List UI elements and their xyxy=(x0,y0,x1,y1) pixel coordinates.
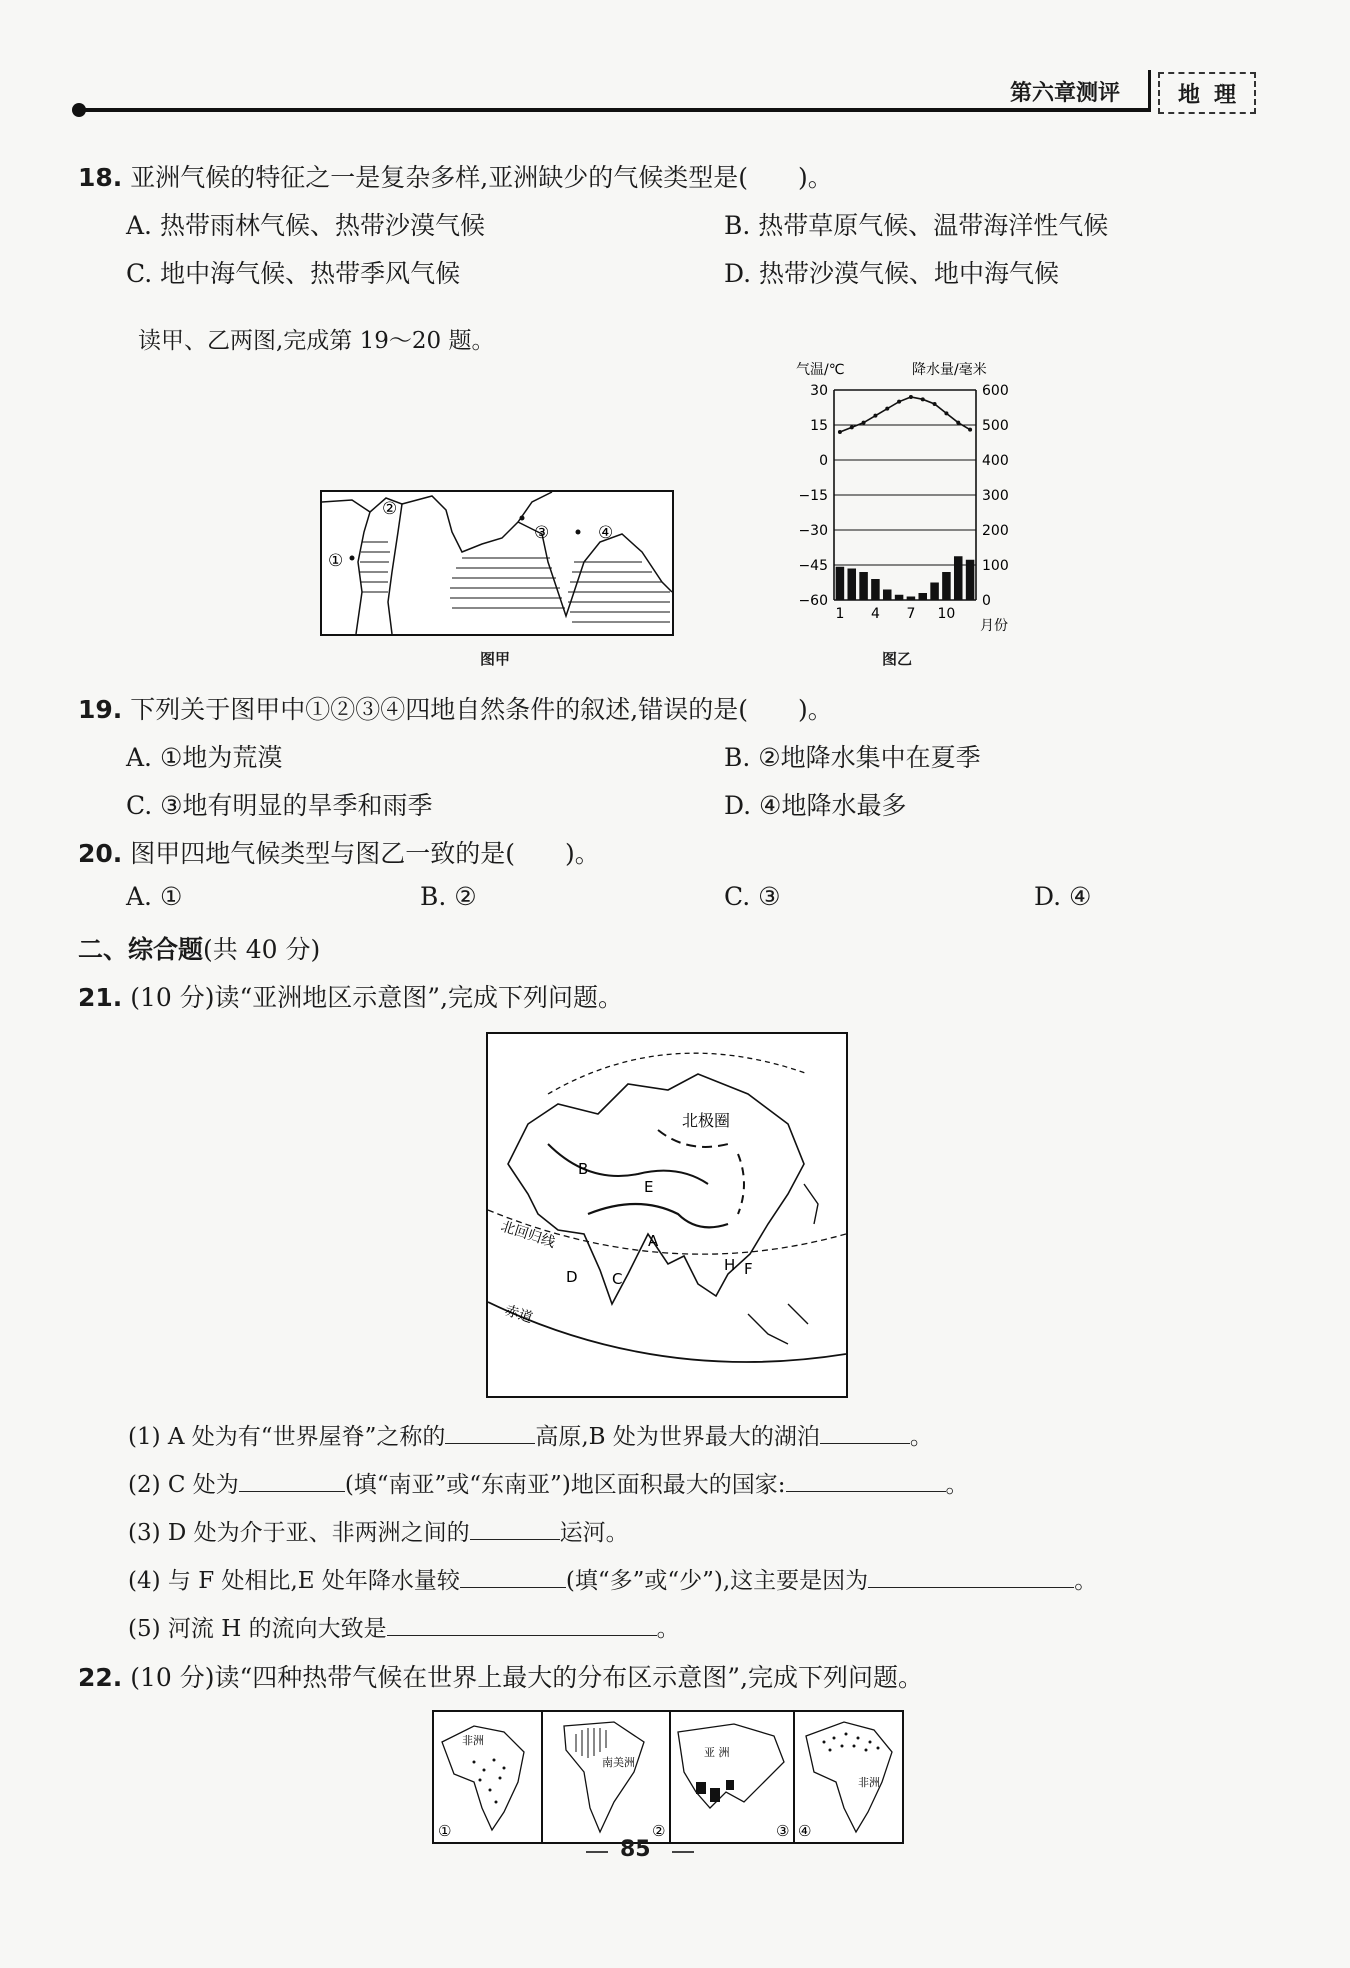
question-text: (10 分)读“四种热带气候在世界上最大的分布区示意图”,完成下列问题。 xyxy=(130,1663,924,1692)
temperature-point xyxy=(944,411,948,415)
figure-jia-caption: 图甲 xyxy=(480,650,511,668)
precip-bar xyxy=(859,572,868,600)
temp-tick-label: −45 xyxy=(798,558,828,574)
precip-bar xyxy=(883,590,892,601)
page-number: 85 xyxy=(620,1837,651,1862)
q20-option-b: B. ② xyxy=(420,882,477,911)
blank[interactable] xyxy=(239,1490,345,1492)
q18-option-d: D. 热带沙漠气候、地中海气候 xyxy=(724,259,1060,288)
header-rule xyxy=(78,108,1148,112)
climate-chart xyxy=(790,360,1030,640)
panel-1-mark: ① xyxy=(438,1822,452,1840)
question-number: 20. xyxy=(78,839,123,868)
blank[interactable] xyxy=(868,1586,1074,1588)
q21-3-part2: 运河。 xyxy=(559,1520,629,1546)
precip-bar xyxy=(871,579,880,600)
x-tick-label: 7 xyxy=(906,606,916,622)
chart-ticks xyxy=(798,383,1008,622)
precip-tick-label: 0 xyxy=(982,593,991,609)
q19-option-c: C. ③地有明显的旱季和雨季 xyxy=(126,791,433,820)
figure-jia-svg xyxy=(322,492,672,634)
blank[interactable] xyxy=(387,1634,657,1636)
blank[interactable] xyxy=(820,1442,910,1444)
q20-option-a: A. ① xyxy=(126,882,183,911)
tropical-climate-panels xyxy=(432,1710,904,1844)
q20-option-d: D. ④ xyxy=(1034,882,1092,911)
q18-option-b: B. 热带草原气候、温带海洋性气候 xyxy=(724,211,1109,240)
q21-1-part1: (1) A 处为有“世界屋脊”之称的 xyxy=(128,1424,446,1450)
question-number: 22. xyxy=(78,1663,123,1692)
q21-sub-2 xyxy=(128,1466,969,1499)
precipitation-bars xyxy=(836,556,975,600)
y-left-label: 气温/℃ xyxy=(796,362,845,378)
label-a: A xyxy=(648,1232,659,1250)
precip-tick-label: 300 xyxy=(982,488,1009,504)
label-equator: 赤道 xyxy=(502,1302,535,1327)
question-18 xyxy=(78,158,833,194)
temperature-polyline xyxy=(840,397,970,432)
temp-tick-label: 15 xyxy=(810,418,828,434)
q21-2-part2: (填“南亚”或“东南亚”)地区面积最大的国家: xyxy=(344,1472,786,1498)
marker-1: ① xyxy=(328,551,344,571)
asia-map-svg xyxy=(488,1034,846,1396)
precip-bar xyxy=(954,556,963,600)
x-tick-label: 4 xyxy=(870,606,880,622)
blank[interactable] xyxy=(460,1586,566,1588)
question-text: (10 分)读“亚洲地区示意图”,完成下列问题。 xyxy=(130,983,624,1012)
subject-badge xyxy=(1158,72,1256,114)
precip-bar xyxy=(847,569,856,601)
temperature-point xyxy=(850,425,854,429)
precip-bar xyxy=(966,560,975,600)
temp-tick-label: 30 xyxy=(810,383,828,399)
label-b: B xyxy=(578,1160,589,1178)
q21-3-part1: (3) D 处为介于亚、非两洲之间的 xyxy=(128,1520,470,1546)
temperature-point xyxy=(838,430,842,434)
q21-sub-3 xyxy=(128,1514,629,1547)
page-number-dash-right xyxy=(672,1851,694,1853)
figure-yi-caption: 图乙 xyxy=(882,650,913,668)
q18-option-a: A. 热带雨林气候、热带沙漠气候 xyxy=(126,211,485,240)
q21-4-part1: (4) 与 F 处相比,E 处年降水量较 xyxy=(128,1568,460,1594)
label-e: E xyxy=(644,1178,654,1196)
q19-option-d: D. ④地降水最多 xyxy=(724,791,907,820)
question-22 xyxy=(78,1658,923,1694)
subject-char-1: 地 xyxy=(1177,82,1200,108)
temperature-point xyxy=(873,414,877,418)
q19-option-a: A. ①地为荒漠 xyxy=(126,743,283,772)
figure-jia-map xyxy=(320,490,674,636)
panel-3-mark: ③ xyxy=(776,1822,790,1840)
temp-tick-label: −30 xyxy=(798,523,828,539)
label-tropic: 北回归线 xyxy=(498,1218,557,1252)
panel-4-label: 非洲 xyxy=(858,1776,880,1789)
question-21 xyxy=(78,978,623,1014)
q21-sub-5 xyxy=(128,1610,680,1643)
precip-bar xyxy=(930,583,939,601)
question-text: 下列关于图甲中①②③④四地自然条件的叙述,错误的是( )。 xyxy=(130,695,833,724)
x-axis-label: 月份 xyxy=(980,618,1008,634)
panel-2-mark: ② xyxy=(652,1822,666,1840)
temperature-point xyxy=(968,428,972,432)
q21-2-part1: (2) C 处为 xyxy=(128,1472,239,1498)
label-c: C xyxy=(612,1270,623,1288)
precip-bar xyxy=(836,567,845,600)
precip-tick-label: 400 xyxy=(982,453,1009,469)
temperature-point xyxy=(933,402,937,406)
q21-sub-1 xyxy=(128,1418,933,1451)
section-note: (共 40 分) xyxy=(203,935,321,964)
x-tick-label: 10 xyxy=(937,606,956,622)
panel-4-mark: ④ xyxy=(798,1822,812,1840)
blank[interactable] xyxy=(445,1442,535,1444)
question-text: 图甲四地气候类型与图乙一致的是( )。 xyxy=(130,839,600,868)
q21-1-part2: 高原,B 处为世界最大的湖泊 xyxy=(535,1424,820,1450)
temperature-point xyxy=(897,400,901,404)
precip-tick-label: 100 xyxy=(982,558,1009,574)
q21-sub-4 xyxy=(128,1562,1097,1595)
section-2-heading xyxy=(78,930,320,966)
question-number: 18. xyxy=(78,163,123,192)
subject-char-2: 理 xyxy=(1214,82,1237,108)
marker-4: ④ xyxy=(598,523,614,543)
instruction-19-20: 读甲、乙两图,完成第 19～20 题。 xyxy=(138,328,495,354)
q21-5-part2: 。 xyxy=(656,1616,680,1642)
temperature-line xyxy=(838,395,972,434)
question-text: 亚洲气候的特征之一是复杂多样,亚洲缺少的气候类型是( )。 xyxy=(130,163,833,192)
temp-tick-label: 0 xyxy=(819,453,828,469)
blank[interactable] xyxy=(470,1538,560,1540)
q21-4-part3: 。 xyxy=(1074,1568,1098,1594)
temperature-point xyxy=(956,421,960,425)
temp-tick-label: −15 xyxy=(798,488,828,504)
q19-option-b: B. ②地降水集中在夏季 xyxy=(724,743,981,772)
blank[interactable] xyxy=(786,1490,946,1492)
label-h: H xyxy=(724,1256,736,1274)
header-divider xyxy=(1148,70,1151,112)
marker-3: ③ xyxy=(534,523,550,543)
chapter-title: 第六章测评 xyxy=(1010,81,1121,106)
temperature-point xyxy=(921,397,925,401)
precip-tick-label: 600 xyxy=(982,383,1009,399)
question-number: 21. xyxy=(78,983,123,1012)
x-tick-label: 1 xyxy=(835,606,845,622)
asia-map xyxy=(486,1032,848,1398)
q21-2-part3: 。 xyxy=(945,1472,969,1498)
panel-1-label: 非洲 xyxy=(462,1734,484,1747)
temp-tick-label: −60 xyxy=(798,593,828,609)
label-f: F xyxy=(744,1260,753,1278)
label-d: D xyxy=(566,1268,578,1286)
precip-bar xyxy=(895,595,904,600)
q18-option-c: C. 地中海气候、热带季风气候 xyxy=(126,259,461,288)
y-right-label: 降水量/毫米 xyxy=(912,362,987,378)
question-number: 19. xyxy=(78,695,123,724)
marker-2: ② xyxy=(382,499,398,519)
temperature-point xyxy=(862,421,866,425)
precip-bar xyxy=(942,572,951,600)
temperature-point xyxy=(909,395,913,399)
precip-bar xyxy=(918,593,927,600)
q21-1-part3: 。 xyxy=(909,1424,933,1450)
q21-4-part2: (填“多”或“少”),这主要是因为 xyxy=(565,1568,869,1594)
panel-2-label: 南美洲 xyxy=(602,1756,635,1769)
panel-3-label: 亚 洲 xyxy=(704,1746,730,1759)
q20-option-c: C. ③ xyxy=(724,882,781,911)
question-19 xyxy=(78,690,833,726)
temperature-point xyxy=(885,407,889,411)
page-number-dash-left xyxy=(586,1851,608,1853)
q21-5-part1: (5) 河流 H 的流向大致是 xyxy=(128,1616,387,1642)
question-20 xyxy=(78,834,600,870)
label-arctic-circle: 北极圈 xyxy=(682,1111,731,1130)
precip-tick-label: 200 xyxy=(982,523,1009,539)
precip-bar xyxy=(907,597,916,601)
precip-tick-label: 500 xyxy=(982,418,1009,434)
panels-svg xyxy=(434,1712,902,1842)
section-title: 二、综合题 xyxy=(78,935,204,964)
